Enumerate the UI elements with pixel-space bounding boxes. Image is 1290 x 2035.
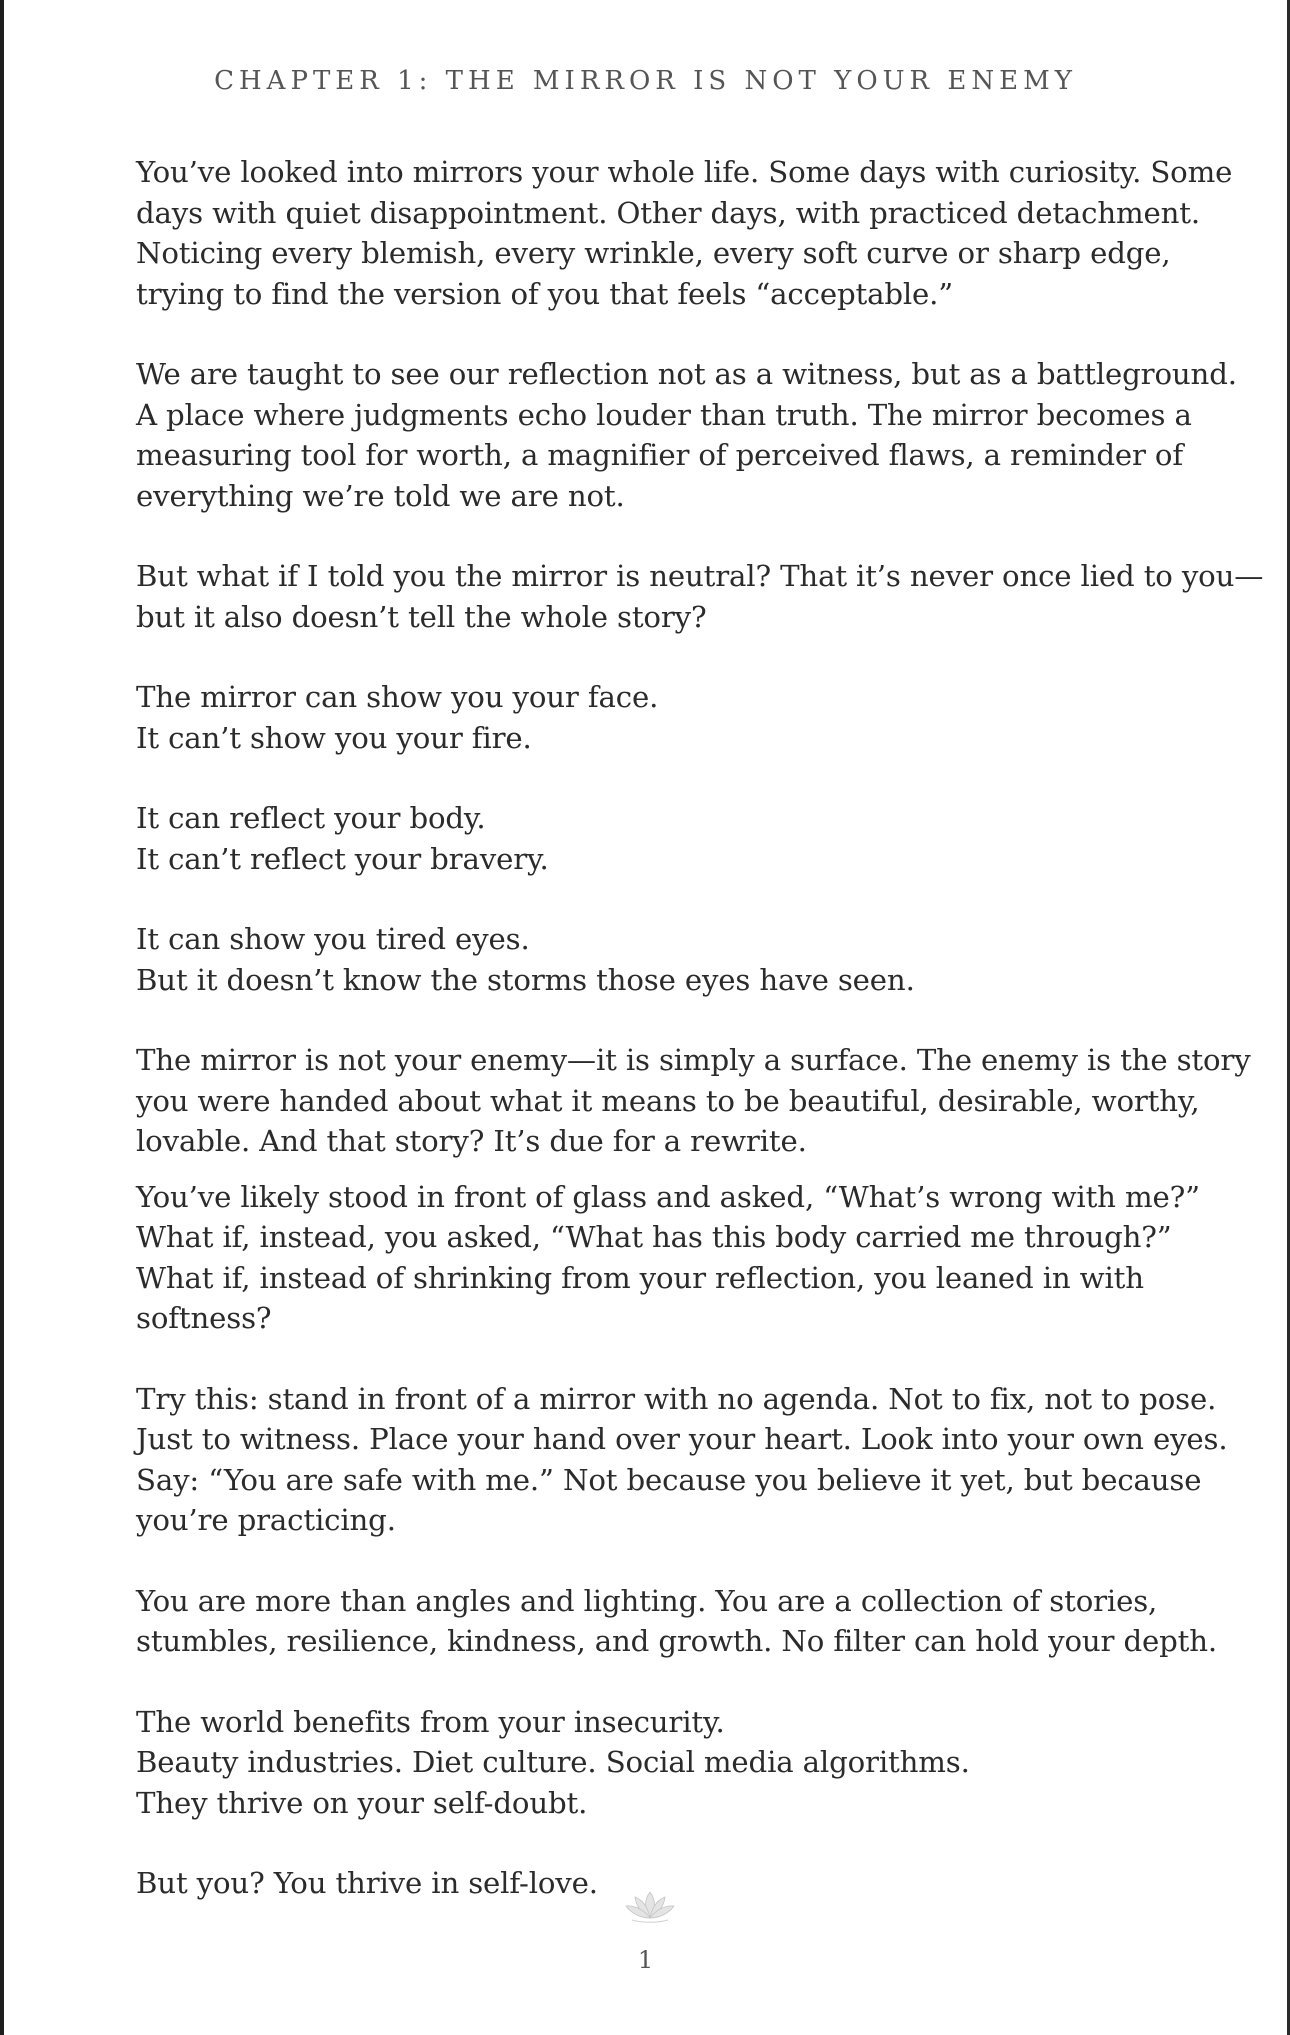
paragraph bbox=[136, 152, 1233, 314]
paragraph-line: You are more than angles and lighting. You are a collection of stories, bbox=[136, 1583, 1158, 1618]
paragraph-line: A place where judgments echo louder than truth. The mirror becomes a bbox=[136, 397, 1192, 432]
paragraph-line: The mirror is not your enemy—it is simply a surface. The enemy is the story bbox=[136, 1043, 1251, 1077]
paragraph-line: It can’t reflect your bravery. bbox=[136, 841, 549, 876]
paragraph-line: We are taught to see our reflection not as a witness, but as a battleground. bbox=[136, 357, 1237, 391]
paragraph-line: you were handed about what it means to be beautiful, desirable, worthy, bbox=[136, 1083, 1200, 1118]
paragraph-line: The world benefits from your insecurity. bbox=[136, 1704, 725, 1739]
paragraph bbox=[136, 1177, 1216, 1339]
paragraph bbox=[136, 919, 1216, 1000]
paragraph-line: softness? bbox=[136, 1301, 272, 1335]
paragraph-line: Say: “You are safe with me.” Not because you believe it yet, but because bbox=[136, 1462, 1202, 1497]
paragraph-line: But you? You thrive in self-love. bbox=[136, 1866, 598, 1900]
paragraph bbox=[136, 556, 1264, 637]
paragraph-line: It can reflect your body. bbox=[136, 801, 486, 835]
paragraph-line: everything we’re told we are not. bbox=[136, 478, 625, 513]
paragraph-line: What if, instead of shrinking from your reflection, you leaned in with bbox=[136, 1260, 1144, 1295]
paragraph-line: but it also doesn’t tell the whole story? bbox=[136, 599, 707, 634]
paragraph-line: stumbles, resilience, kindness, and growth. No filter can hold your depth. bbox=[136, 1624, 1218, 1658]
paragraph-line: It can show you tired eyes. bbox=[136, 922, 530, 956]
page-number: 1 bbox=[637, 1946, 654, 1974]
paragraph bbox=[136, 798, 1216, 879]
paragraph-line: Noticing every blemish, every wrinkle, every soft curve or sharp edge, bbox=[136, 236, 1171, 270]
paragraph-line: lovable. And that story? It’s due for a rewrite. bbox=[136, 1124, 807, 1158]
paragraph bbox=[136, 1581, 1216, 1662]
paragraph-line: It can’t show you your fire. bbox=[136, 720, 532, 755]
paragraph-line: You’ve likely stood in front of glass and asked, “What’s wrong with me?” bbox=[136, 1179, 1200, 1214]
paragraph bbox=[136, 354, 1237, 516]
paragraph-line: trying to find the version of you that feels “acceptable.” bbox=[136, 276, 954, 311]
chapter-title: CHAPTER 1: THE MIRROR IS NOT YOUR ENEMY bbox=[214, 66, 1077, 96]
paragraph-line: you’re practicing. bbox=[136, 1503, 396, 1537]
paragraph-line: measuring tool for worth, a magnifier of perceived flaws, a reminder of bbox=[136, 438, 1183, 472]
paragraph-line: But it doesn’t know the storms those eyes have seen. bbox=[136, 962, 915, 997]
paragraph-line: days with quiet disappointment. Other days, with practiced detachment. bbox=[136, 195, 1200, 230]
paragraph bbox=[136, 1379, 1228, 1541]
chapter-body bbox=[136, 152, 1264, 1944]
paragraph-line: What if, instead, you asked, “What has this body carried me through?” bbox=[136, 1220, 1172, 1254]
paragraph bbox=[136, 1702, 1216, 1824]
paragraph-line: But what if I told you the mirror is neutral? That it’s never once lied to you— bbox=[136, 559, 1264, 593]
paragraph-line: Just to witness. Place your hand over your heart. Look into your own eyes. bbox=[136, 1422, 1228, 1456]
paragraph bbox=[136, 1040, 1251, 1162]
paragraph-line: You’ve looked into mirrors your whole life. Some days with curiosity. Some bbox=[136, 155, 1233, 189]
paragraph-line: The mirror can show you your face. bbox=[136, 680, 659, 714]
paragraph bbox=[136, 677, 1216, 758]
lotus-icon bbox=[622, 1886, 678, 1926]
paragraph-line: Try this: stand in front of a mirror with no agenda. Not to fix, not to pose. bbox=[136, 1381, 1217, 1416]
paragraph-line: They thrive on your self-doubt. bbox=[136, 1785, 588, 1820]
paragraph-line: Beauty industries. Diet culture. Social media algorithms. bbox=[136, 1745, 970, 1779]
